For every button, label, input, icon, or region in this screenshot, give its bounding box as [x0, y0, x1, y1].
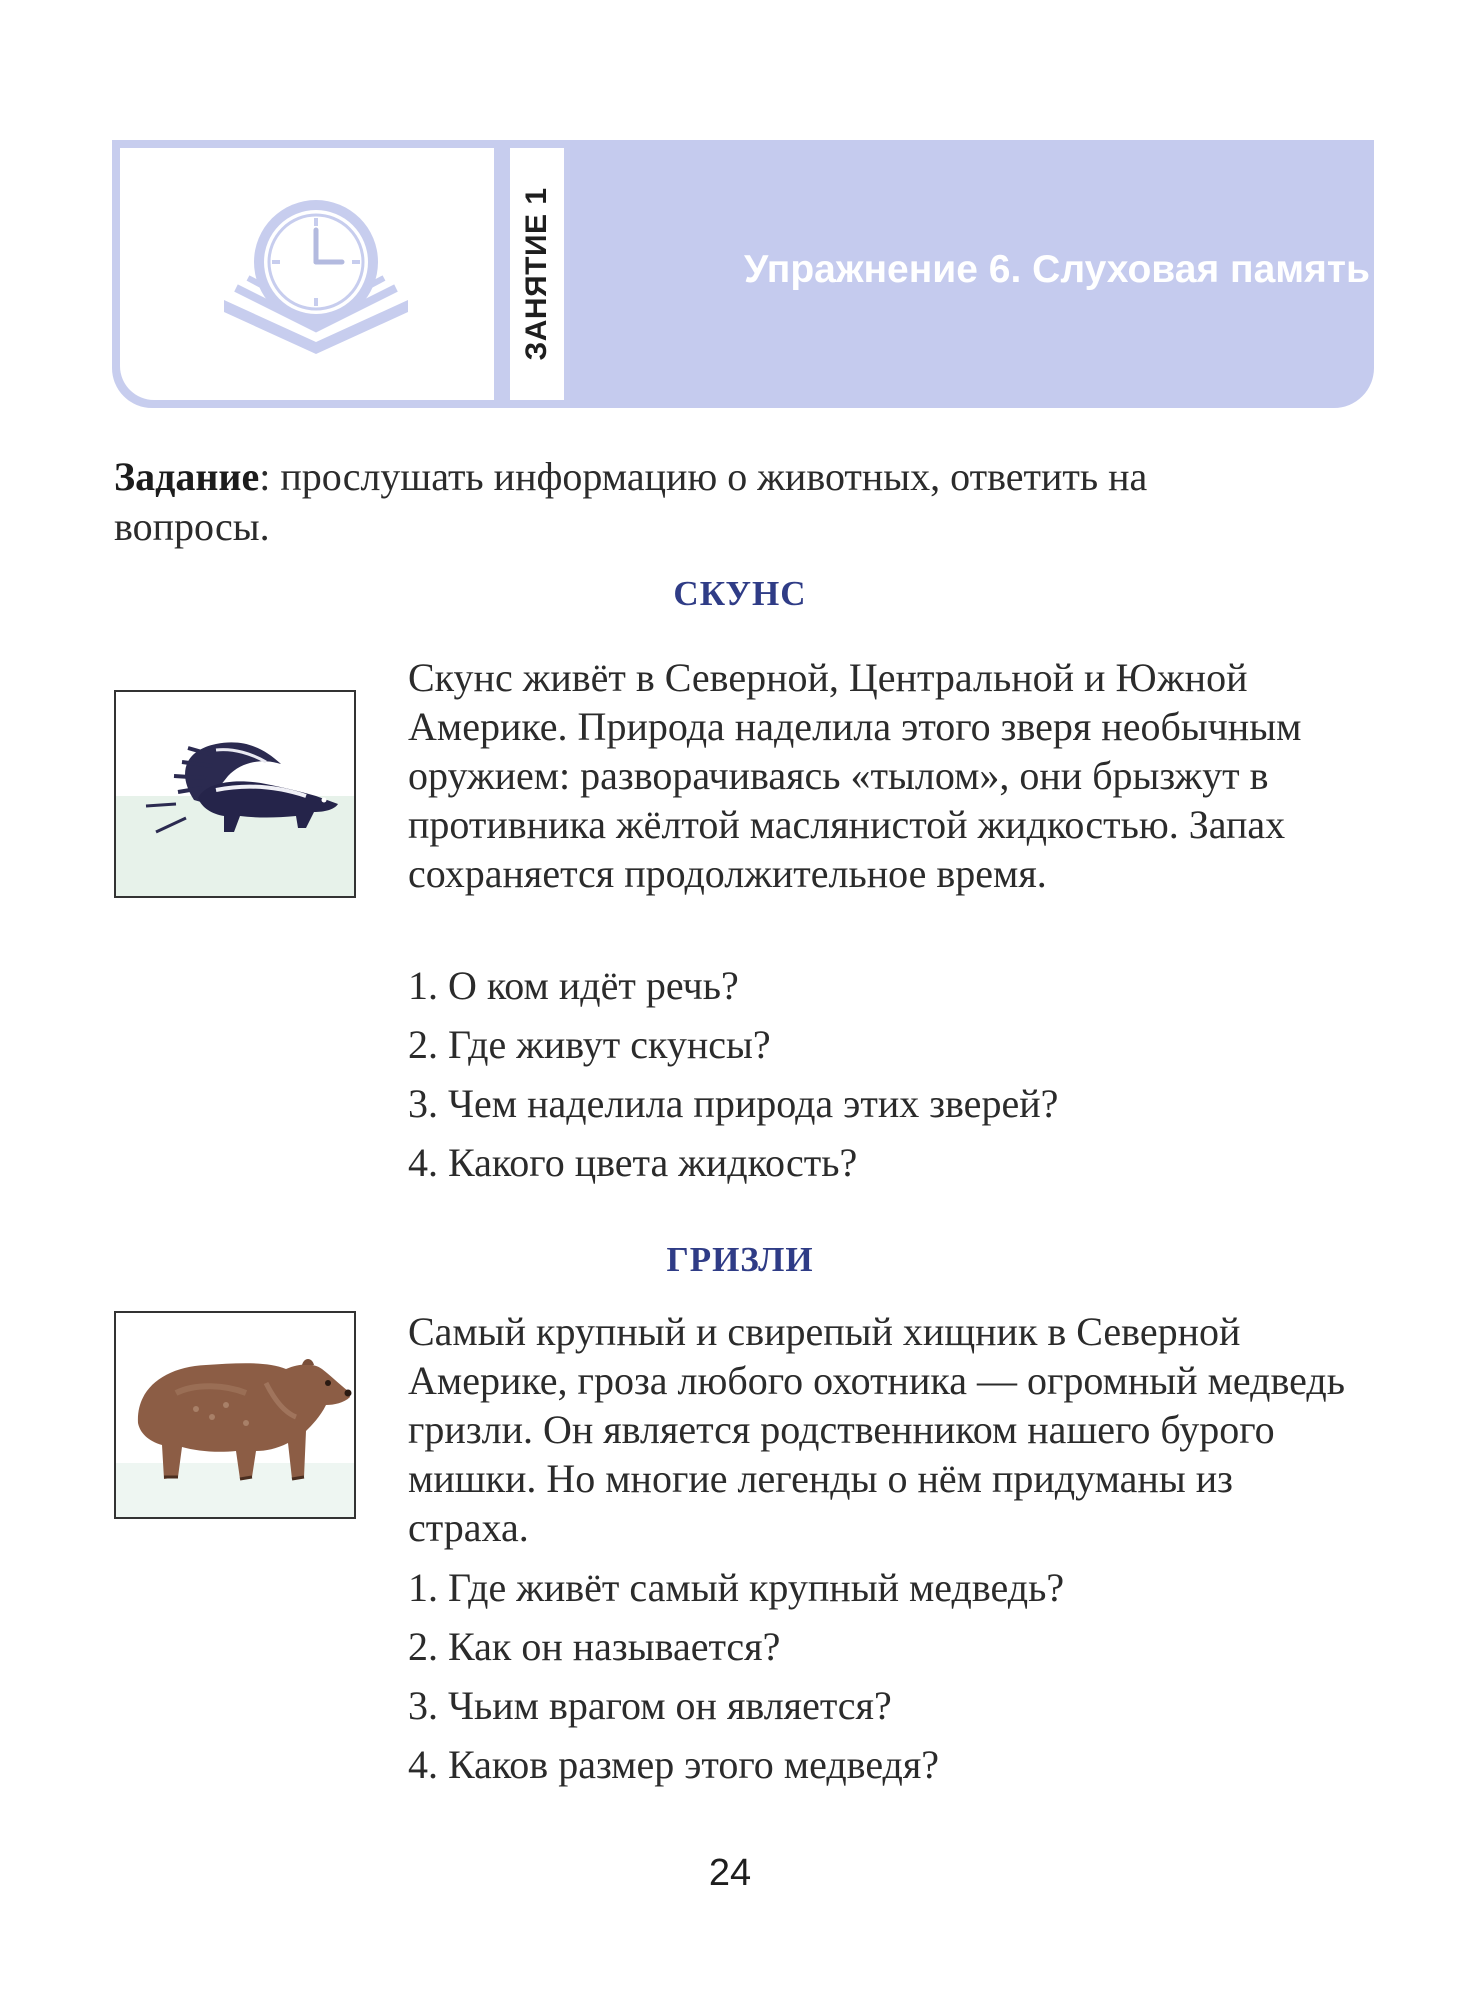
list-item: 3. Чьим врагом он является?	[408, 1683, 892, 1728]
list-item: 4. Каков размер этого медведя?	[408, 1742, 940, 1787]
skunk-description: Скунс живёт в Северной, Центральной и Южной Америке. Природа наделила этого зверя необычным оружием: разворачиваясь «тылом», они брызжут в противника жёлтой маслянистой жидкостью. Запах сохраняется продолжительное время.	[408, 655, 1302, 896]
task-text	[114, 452, 1294, 552]
grizzly-bear-illustration	[116, 1313, 354, 1517]
task-label: Задание	[114, 454, 260, 499]
list-item: 3. Чем наделила природа этих зверей?	[408, 1081, 1059, 1126]
list-item: 1. Где живёт самый крупный медведь?	[408, 1565, 1065, 1610]
clock-book-icon	[216, 192, 416, 362]
lesson-label: ЗАНЯТИЕ 1	[520, 187, 553, 361]
page-number: 24	[708, 1852, 752, 1894]
grizzly-picture	[114, 1311, 356, 1519]
exercise-title-box	[570, 140, 1374, 408]
list-item: 2. Как он называется?	[408, 1624, 781, 1669]
banner-icon-frame	[112, 140, 504, 408]
list-item: 1. О ком идёт речь?	[408, 963, 739, 1008]
section-heading-skunk: СКУНС	[673, 574, 807, 613]
skunk-questions	[408, 956, 1348, 1192]
exercise-title: Упражнение 6. Слуховая память	[744, 248, 1370, 291]
grizzly-description: Самый крупный и свирепый хищник в Северной Америке, гроза любого охотника — огромный медведь гризли. Он является родственником нашего бурого мишки. Но многие легенды о нём придуманы из страха.	[408, 1309, 1345, 1550]
skunk-illustration	[116, 692, 354, 896]
skunk-picture	[114, 690, 356, 898]
section-heading-grizzly: ГРИЗЛИ	[666, 1240, 814, 1279]
exercise-banner	[112, 140, 1374, 408]
grizzly-questions	[408, 1558, 1348, 1794]
list-item: 2. Где живут скунсы?	[408, 1022, 771, 1067]
list-item: 4. Какого цвета жидкость?	[408, 1140, 858, 1185]
lesson-tab	[504, 140, 570, 408]
task-body: : прослушать информацию о животных, ответить на вопросы.	[114, 454, 1148, 549]
